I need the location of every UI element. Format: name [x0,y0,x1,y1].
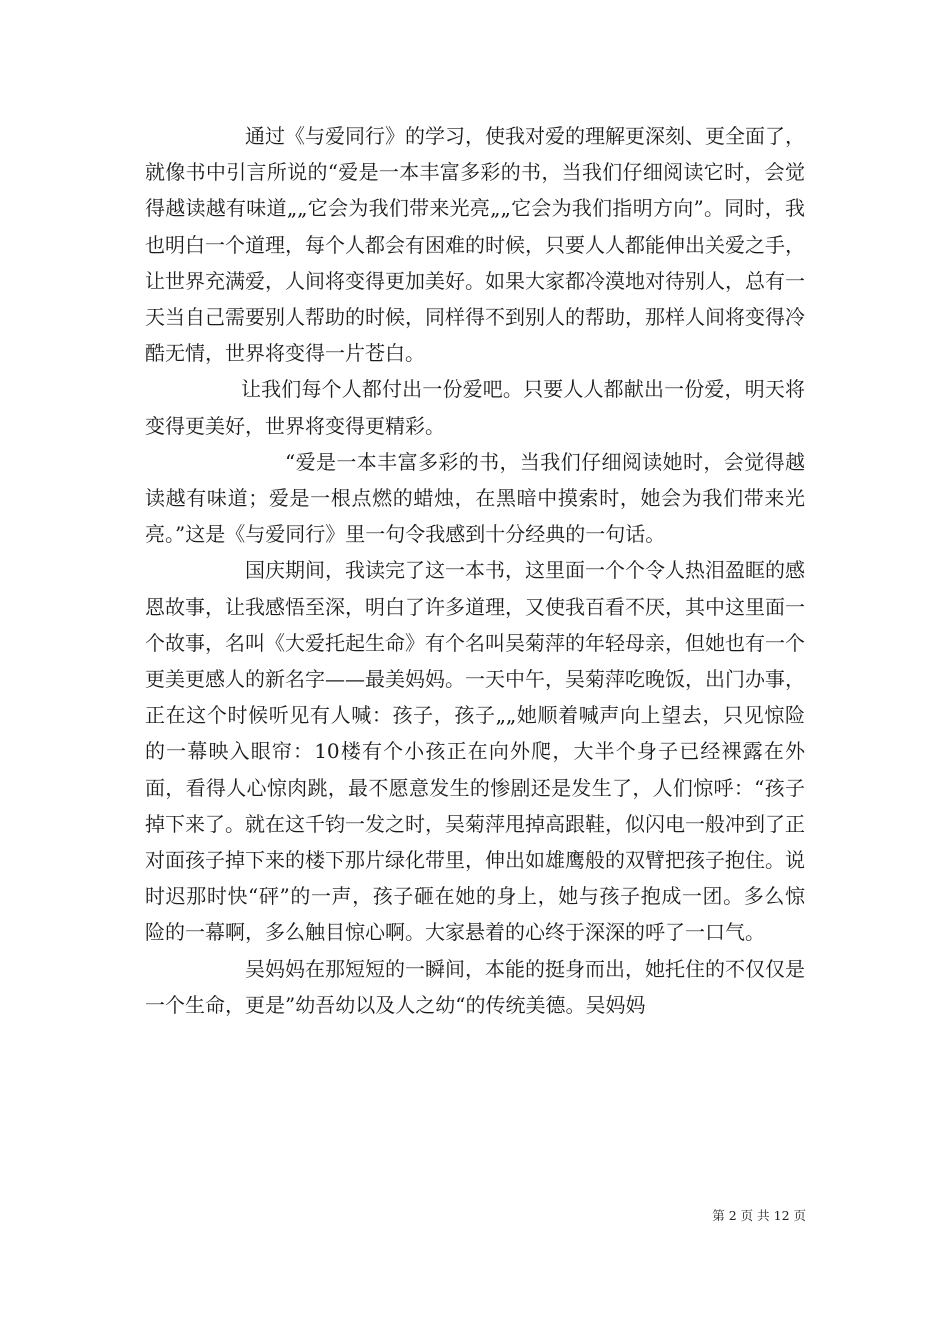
paragraph-3: “爱是一本丰富多彩的书，当我们仔细阅读她时，会觉得越读越有味道；爱是一根点燃的蜡烛，在黑暗中摸索时，她会为我们带来光亮。”这是《与爱同行》里一句令我感到十分经典的一句话。 [145,449,805,547]
paragraph-2: 让我们每个人都付出一份爱吧。只要人人都献出一份爱，明天将变得更美好，世界将变得更精彩。 [145,377,805,438]
document-page [145,118,805,1208]
paragraph-4: 国庆期间，我读完了这一本书，这里面一个个令人热泪盈眶的感恩故事，让我感悟至深，明白了许多道理，又使我百看不厌，其中这里面一个故事，名叫《大爱托起生命》有个名叫吴菊萍的年轻母亲，但她也有一个更美更感人的新名字——最美妈妈。一天中午，吴菊萍吃晚饭，出门办事，正在这个时候听见有人喊：孩子，孩子„„她顺着喊声向上望去，只见惊险的一幕映入眼帘：10楼有个小孩正在向外爬，大半个身子已经裸露在外面，看得人心惊肉跳，最不愿意发生的惨剧还是发生了，人们惊呼：“孩子掉下来了。就在这千钧一发之时，吴菊萍甩掉高跟鞋，似闪电一般冲到了正对面孩子掉下来的楼下那片绿化带里，伸出如雄鹰般的双臂把孩子抱住。说时迟那时快“砰”的一声，孩子砸在她的身上，她与孩子抱成一团。多么惊险的一幕啊，多么触目惊心啊。大家悬着的心终于深深的呼了一口气。 [145,558,805,945]
page-number-footer: 第 2 页 共 12 页 [712,1208,806,1223]
paragraph-5: 吴妈妈在那短短的一瞬间，本能的挺身而出，她托住的不仅仅是一个生命，更是”幼吾幼以及人之幼“的传统美德。吴妈妈 [145,956,805,1017]
paragraph-1: 通过《与爱同行》的学习，使我对爱的理解更深刻、更全面了，就像书中引言所说的“爱是一本丰富多彩的书，当我们仔细阅读它时，会觉得越读越有味道„„它会为我们带来光亮„„它会为我们指明方向”。同时，我也明白一个道理，每个人都会有困难的时候，只要人人都能伸出关爱之手，让世界充满爱，人间将变得更加美好。如果大家都冷漠地对待别人，总有一天当自己需要别人帮助的时候，同样得不到别人的帮助，那样人间将变得冷酷无情，世界将变得一片苍白。 [145,124,805,366]
